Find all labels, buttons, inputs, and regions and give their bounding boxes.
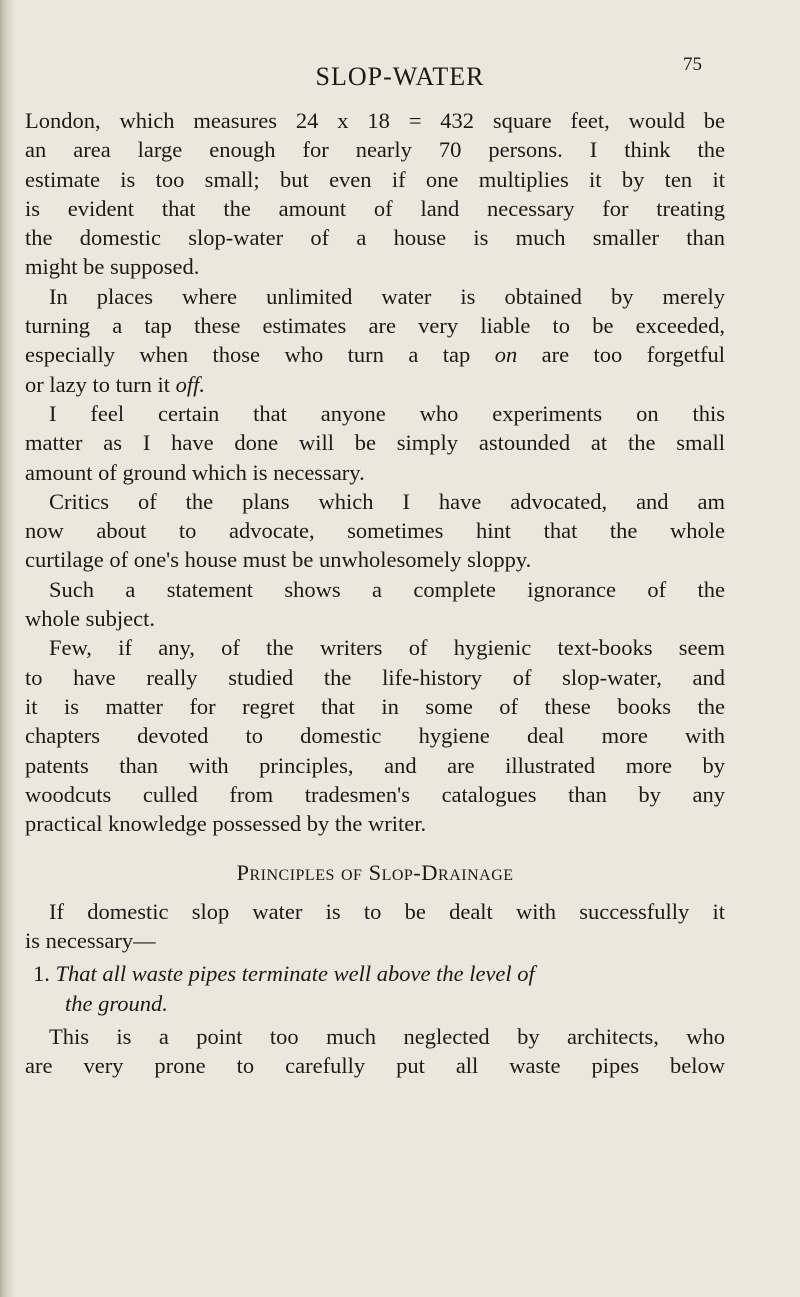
text-line: matter as I have done will be simply astounded at the small [25, 430, 725, 456]
text-line: woodcuts culled from tradesmen's catalogues than by any [25, 781, 725, 807]
rule-number: 1. [33, 961, 50, 987]
text-line: are very prone to carefully put all waste pipes below [25, 1053, 725, 1079]
text-line: is necessary— [25, 928, 156, 954]
text-span: or lazy to turn it [25, 371, 170, 397]
rule-text: That all waste pipes terminate well above the level of [55, 961, 535, 987]
text-line: If domestic slop water is to be dealt with successfully it [49, 898, 725, 924]
text-line: chapters devoted to domestic hygiene deal more with [25, 723, 725, 749]
text-line: Few, if any, of the writers of hygienic text-books seem [49, 635, 725, 661]
text-span: especially when those who turn a tap [25, 342, 471, 368]
text-line: it is matter for regret that in some of these books the [25, 693, 725, 719]
text-line [25, 370, 725, 399]
running-title: SLOP-WATER [315, 62, 485, 91]
italic-word: on [494, 342, 518, 368]
running-head [0, 54, 800, 94]
text-line: I feel certain that anyone who experiments on this [49, 400, 725, 426]
text-line: estimate is too small; but even if one multiplies it by ten it [25, 166, 725, 192]
italic-word: off. [175, 371, 205, 397]
text-line: patents than with principles, and are illustrated more by [25, 752, 725, 778]
text-line: now about to advocate, sometimes hint that the whole [25, 518, 725, 544]
text-line: London, which measures 24 x 18 = 432 square feet, would be [25, 108, 725, 133]
text-line [25, 340, 725, 369]
text-line: practical knowledge possessed by the writer. [25, 811, 427, 837]
text-line: Critics of the plans which I have advocated, and am [49, 488, 725, 514]
text-line: turning a tap these estimates are very liable to be exceeded, [25, 313, 725, 339]
section-heading: Principles of Slop-Drainage [236, 860, 514, 886]
page-number: 75 [683, 54, 702, 75]
page-gutter [0, 0, 14, 1297]
text-line: This is a point too much neglected by architects, who [49, 1023, 725, 1049]
body-text [25, 106, 725, 1081]
text-line: amount of ground which is necessary. [25, 459, 365, 485]
rule-text-continued: the ground. [65, 990, 168, 1016]
text-line: whole subject. [25, 606, 155, 632]
text-line: curtilage of one's house must be unwholesomely sloppy. [25, 547, 532, 573]
text-line: is evident that the amount of land necessary for treating [25, 195, 725, 221]
text-line: In places where unlimited water is obtained by merely [49, 283, 725, 309]
text-line: the domestic slop-water of a house is much smaller than [25, 225, 725, 251]
text-span: are too forgetful [541, 342, 726, 368]
text-line: might be supposed. [25, 254, 200, 280]
text-line: Such a statement shows a complete ignorance of the [49, 576, 725, 602]
text-line: an area large enough for nearly 70 persons. I think the [25, 137, 725, 163]
rule-line [25, 959, 725, 988]
text-line: to have really studied the life-history of slop-water, and [25, 664, 725, 690]
